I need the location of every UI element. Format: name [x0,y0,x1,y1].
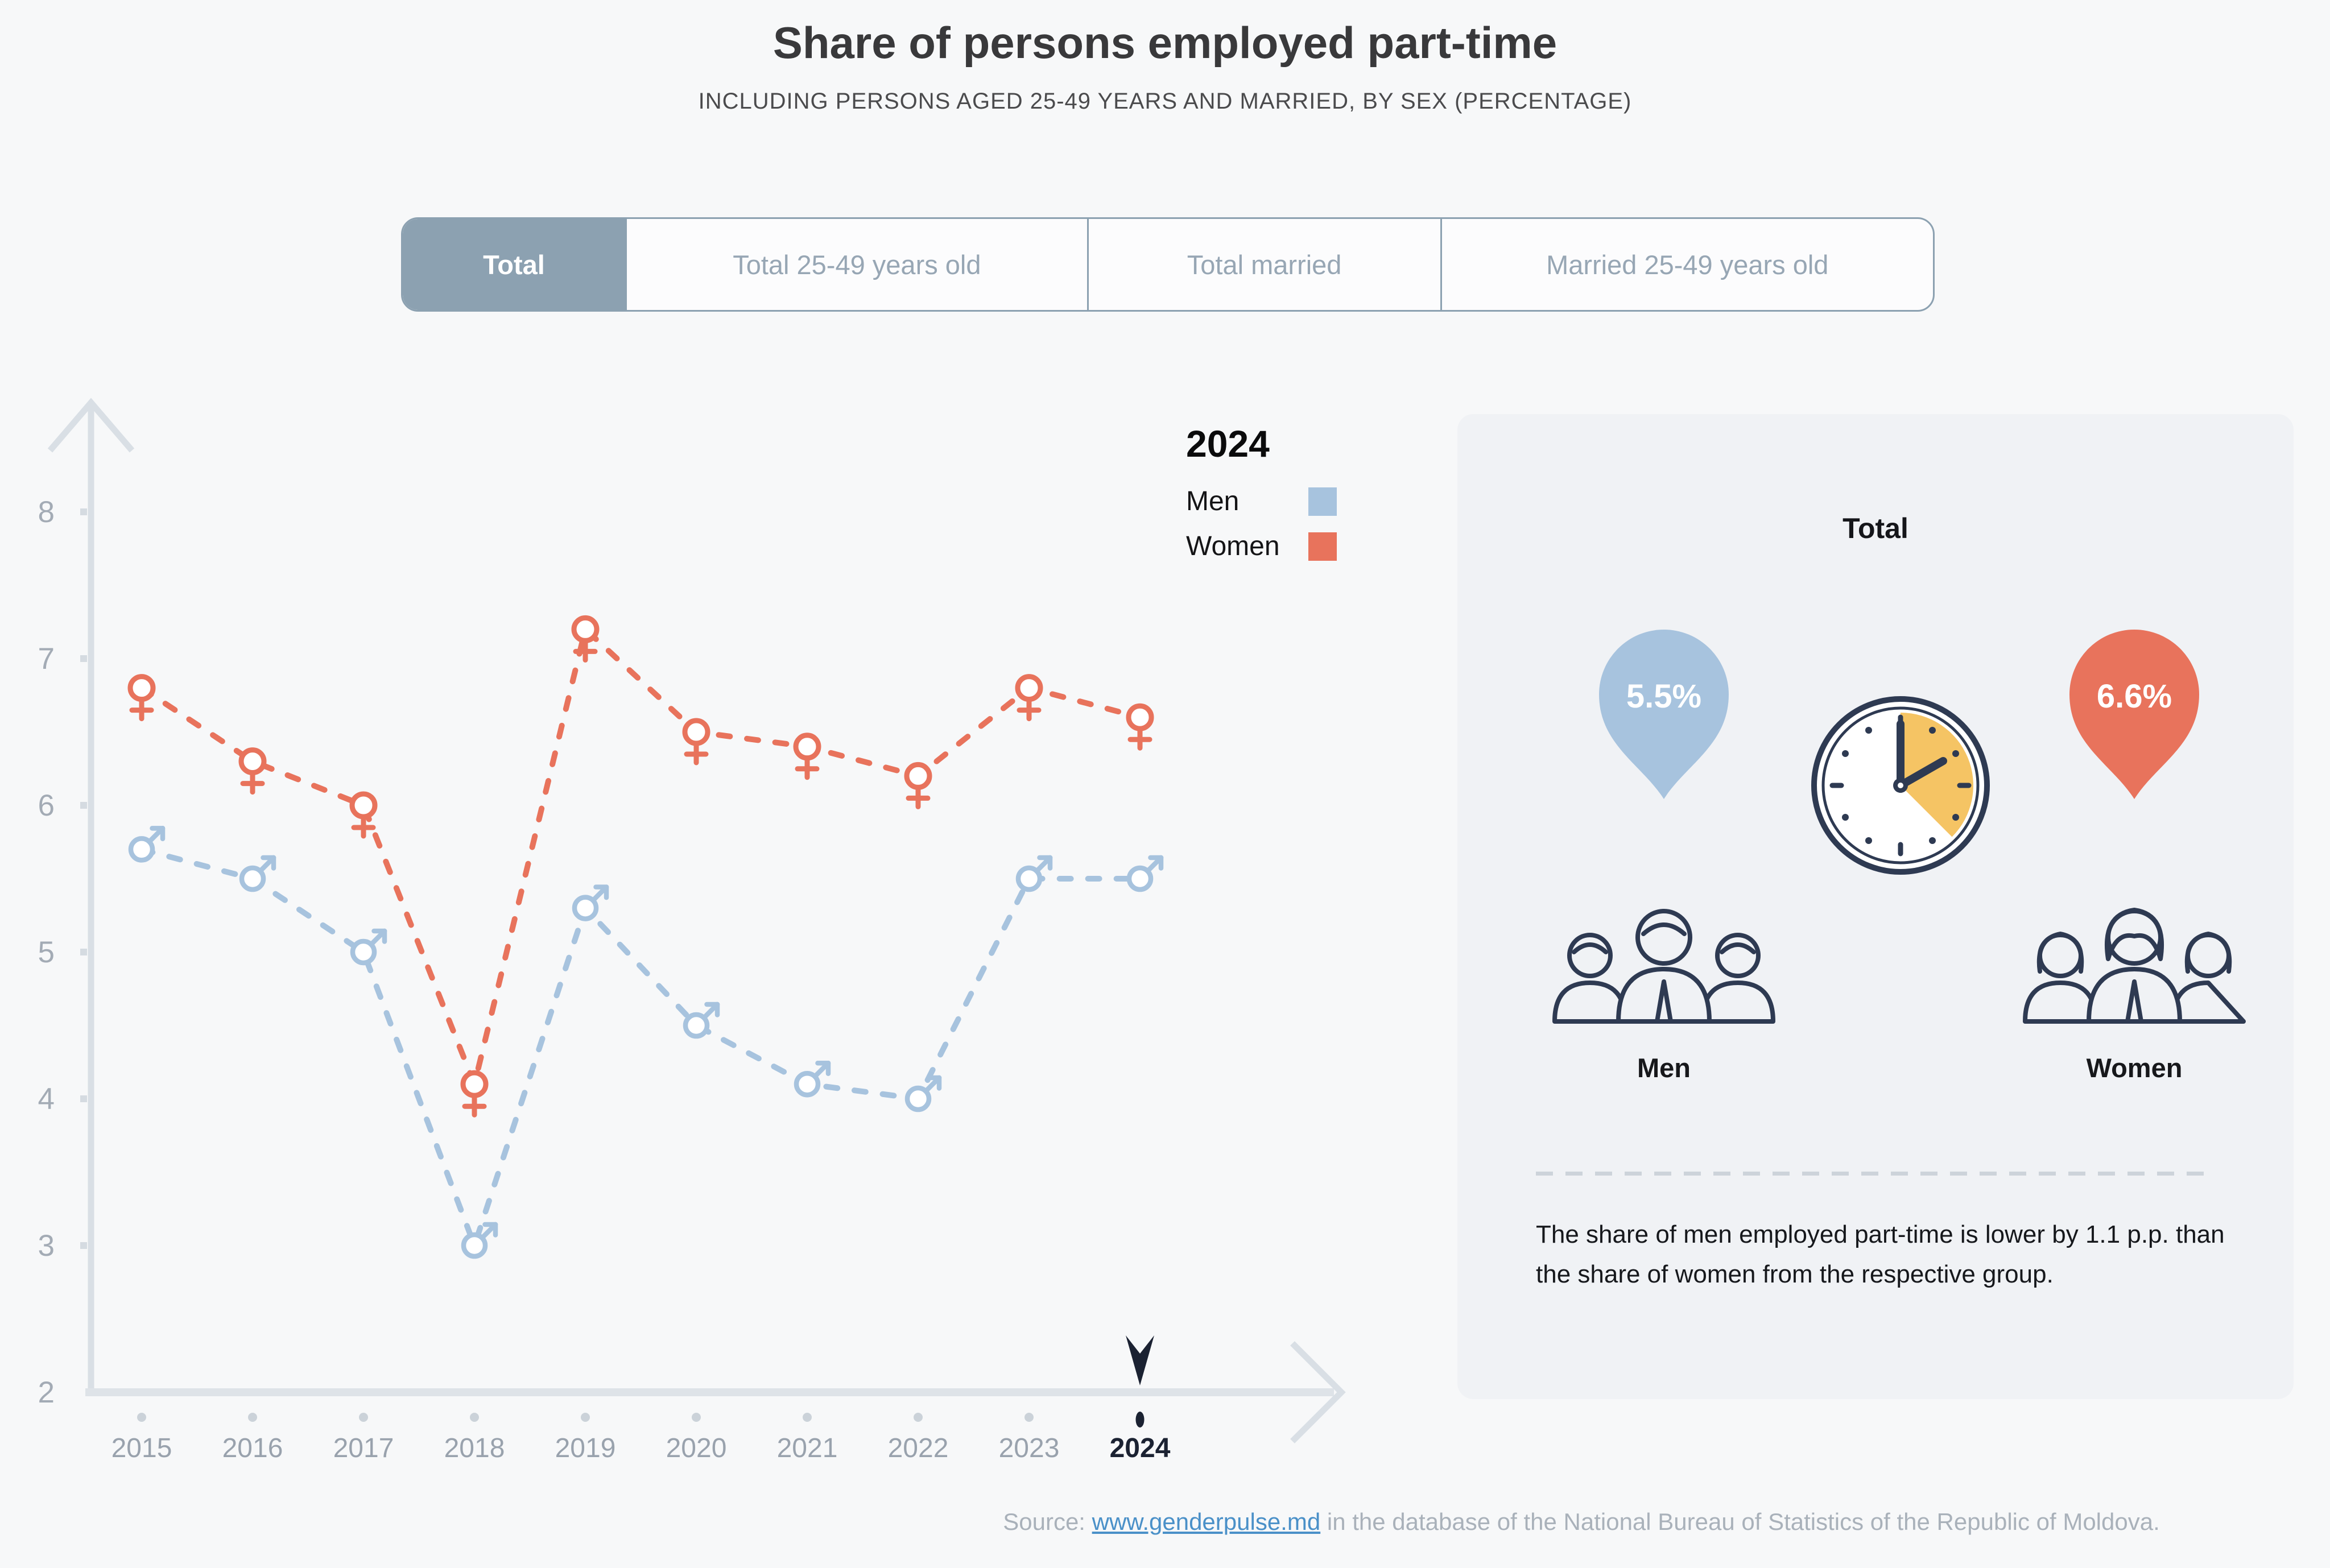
male-symbol-icon-2022 [907,1078,939,1110]
legend-swatch-women [1308,532,1337,561]
y-tick-label: 6 [38,789,55,822]
legend-label: Women [1186,531,1280,561]
female-symbol-icon-2017 [352,794,375,836]
panel-note: The share of men employed part-time is lower by 1.1 p.p. than the share of women from the respective group. [1536,1221,2225,1288]
y-tick [80,655,87,662]
x-label-2020[interactable]: 2020 [666,1433,727,1463]
source-link[interactable]: www.genderpulse.md [1092,1508,1321,1535]
x-label-2023[interactable]: 2023 [998,1433,1060,1463]
female-symbol-icon-2021 [796,735,819,777]
year-dot [470,1413,479,1422]
source-line [853,1508,2310,1536]
y-tick [80,1242,87,1249]
men-value-pin [1590,624,1738,804]
male-symbol-icon-2019 [575,887,606,919]
year-dot [1024,1413,1034,1422]
page-subtitle: INCLUDING PERSONS AGED 25-49 YEARS AND MARRIED, BY SEX (PERCENTAGE) [698,89,1632,114]
female-symbol-icon-2019 [574,618,597,660]
women-value-pin [2060,624,2208,804]
women-line [142,629,1140,1084]
x-label-2016[interactable]: 2016 [222,1433,283,1463]
y-tick-label: 5 [38,936,55,969]
y-tick [80,949,87,955]
year-cursor-icon[interactable] [1126,1335,1154,1385]
legend-label: Men [1186,486,1240,516]
y-tick [80,1095,87,1102]
summary-panel [1457,414,2294,1399]
y-tick-label: 4 [38,1082,55,1116]
y-tick [80,508,87,515]
women-group-icon [2012,870,2257,1064]
x-label-2021[interactable]: 2021 [776,1433,838,1463]
x-label-2019[interactable]: 2019 [555,1433,616,1463]
year-dot [803,1413,812,1422]
y-tick-label: 7 [38,642,55,676]
x-label-2015[interactable]: 2015 [111,1433,172,1463]
year-dot [248,1413,257,1422]
y-tick [80,802,87,809]
page-title: Share of persons employed part-time [772,18,1558,68]
legend-swatch-men [1308,487,1337,516]
legend-item-women [1186,531,1338,562]
tab-total-25-49-years-old[interactable]: Total 25-49 years old [627,219,1089,310]
female-symbol-icon-2024 [1129,706,1151,748]
female-symbol-icon-2015 [130,677,153,719]
legend-item-men [1186,486,1338,517]
y-tick-label: 3 [38,1229,55,1263]
male-symbol-icon-2015 [131,828,163,860]
men-line [142,849,1140,1246]
panel-title: Total [1842,512,1908,544]
men-pin-value: 5.5% [1626,678,1702,715]
male-symbol-icon-2016 [242,858,274,890]
year-dot [137,1413,146,1422]
women-group-label: Women [2086,1053,2183,1083]
year-dot-active [1136,1412,1145,1428]
male-symbol-icon-2023 [1018,858,1050,890]
year-dot [914,1413,923,1422]
tab-total-married[interactable]: Total married [1089,219,1442,310]
male-symbol-icon-2017 [353,931,385,963]
tab-married-25-49-years-old[interactable]: Married 25-49 years old [1546,249,1829,280]
tab-bar [401,217,1935,312]
clock-icon [1804,689,1997,882]
male-symbol-icon-2024 [1129,858,1161,890]
source-suffix: in the database of the National Bureau of Statistics of the Republic of Moldova. [1320,1508,2160,1535]
men-group-icon [1542,870,1786,1064]
x-label-2022[interactable]: 2022 [887,1433,949,1463]
source-prefix: Source: [1003,1508,1092,1535]
year-dot [692,1413,701,1422]
y-tick-label: 2 [38,1376,55,1409]
tab-total[interactable]: Total [403,219,627,310]
women-pin-value: 6.6% [2096,678,2172,715]
chart-legend [1186,422,1338,576]
female-symbol-icon-2023 [1018,677,1040,719]
men-group-label: Men [1637,1053,1691,1083]
legend-year: 2024 [1186,423,1270,465]
x-label-2018[interactable]: 2018 [444,1433,505,1463]
year-dot [581,1413,590,1422]
y-tick-label: 8 [38,495,55,529]
female-symbol-icon-2018 [463,1073,486,1115]
female-symbol-icon-2020 [685,721,708,763]
dashed-divider [1536,1172,2215,1176]
male-symbol-icon-2021 [796,1063,828,1095]
female-symbol-icon-2016 [241,750,264,792]
male-symbol-icon-2020 [685,1004,717,1036]
year-dot [359,1413,368,1422]
x-label-2024[interactable]: 2024 [1109,1433,1171,1463]
female-symbol-icon-2022 [907,764,929,806]
x-label-2017[interactable]: 2017 [333,1433,394,1463]
